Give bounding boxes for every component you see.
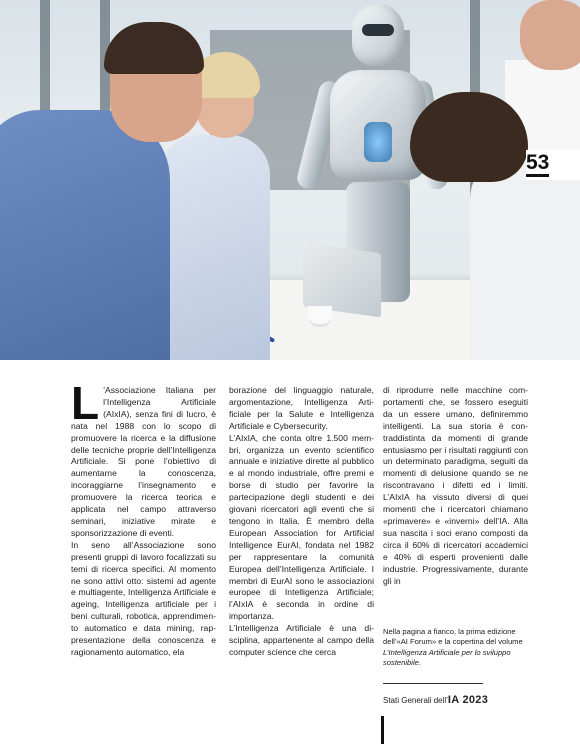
article-column-3 [383,385,528,587]
article-paragraph: borazione del linguaggio naturale, argomentazione, Intelligenza Artificiale per la Salute e Intelligenza Artificiale e Cybersecurity. [229,385,374,431]
person-right-back-head [520,0,580,70]
page-number [526,150,580,180]
article-paragraph [71,377,216,540]
footer-prefix: Stati Generali dell’ [383,696,448,705]
drop-cap: L [71,377,100,429]
article-paragraph: In seno all’Associazione sono presenti gruppi di lavoro focalizzati su temi di ricerca specifici. Al momento ne sono attivi otto: sistemi ad agente e multiagente, Intelligenza Artificiale e ageing, Intelligenza artificiale per i beni culturali, robotica, apprendimento automatico e data mining, rappresentazione della conoscenza e ragionamento automatico, ela [71,539,216,657]
caption-book-title: L’Intelligenza Artificiale per lo sviluppo sostenibile [383,647,511,668]
article-paragraph: L’Intelligenza Artificiale è una disciplina, appartenente al campo della computer science che cerca [229,623,374,657]
footer-bar [381,716,384,744]
coffee-cup [308,306,332,324]
person-man-left-hair [104,22,204,74]
article-column-2 [229,385,374,659]
running-footer [383,694,488,706]
robot-torso [330,70,426,180]
page-number-text: 53 [526,152,549,177]
person-woman-body [160,135,270,360]
article-paragraph: L’AIxIA, che conta oltre 1.500 membri, organizza un evento scientifico annuale e iniziative dirette al pubblico e al mondo industriale, offre premi e borse di studio per favorire la partecipazione degli studenti e dei giovani ricercatori agli eventi che si tengono in Italia. È membro della European Association for Artificial Intelligence EurAI, fondata nel 1982 per rappresentare la comunità Europea dell’Intelligenza Artificiale. I membri di EurAI sono le associazioni europee di Intelligenza Artificiale; l’AIxIA è seconda in ordine di importanza. [229,432,374,622]
photo-caption [383,627,533,669]
article-paragraph: di riprodurre nelle macchine comportamenti che, se fossero eseguiti da un essere umano, definiremmo intelligenti. La sua storia è contraddistinta da momenti di grande entusiasmo per i risultati raggiunti con un determinato paradigma, seguiti da momenti di delusione quando se ne riscontravano i difetti ed i limiti. L’AIxIA ha vissuto diversi di quei momenti che i ricercatori chiamano «primavere» e «inverni» dell’IA. Alla sua nascita i soci erano composti da circa il 60% di ricercatori accademici e 40% di esperti provenienti dalle industrie. Progressivamente, durante gli in [383,385,528,586]
paragraph-text: ’Associazione Italiana per l’Intelligenza Artificiale (AIxIA), senza fini di lucro, è nata nel 1988 con lo scopo di promuovere la ricerca e la diffusione delle tecniche proprie dell’Intelligenza Artificiale. Si pone l’obiettivo di aumentarne la conoscenza, incoraggiarne l’insegnamento e promuovere la ricerca teorica e applicata nel campo attraverso seminari, iniziative mirate e sponsorizzazione di eventi. [71,385,216,538]
article-column-1 [71,377,216,659]
robot-core-light [364,122,392,162]
robot-head [352,4,404,66]
footer-brand: IA 2023 [447,694,489,706]
footer-rule [383,683,483,684]
person-man-left-body [0,110,170,360]
caption-text: Nella pagina a fianco, la prima edizione dell’«AI Forum» e la copertina del volume [383,627,523,647]
caption-end: . [418,658,422,668]
hero-photo [0,0,580,360]
person-man-right-head [410,92,528,182]
robot-visor [362,24,394,36]
